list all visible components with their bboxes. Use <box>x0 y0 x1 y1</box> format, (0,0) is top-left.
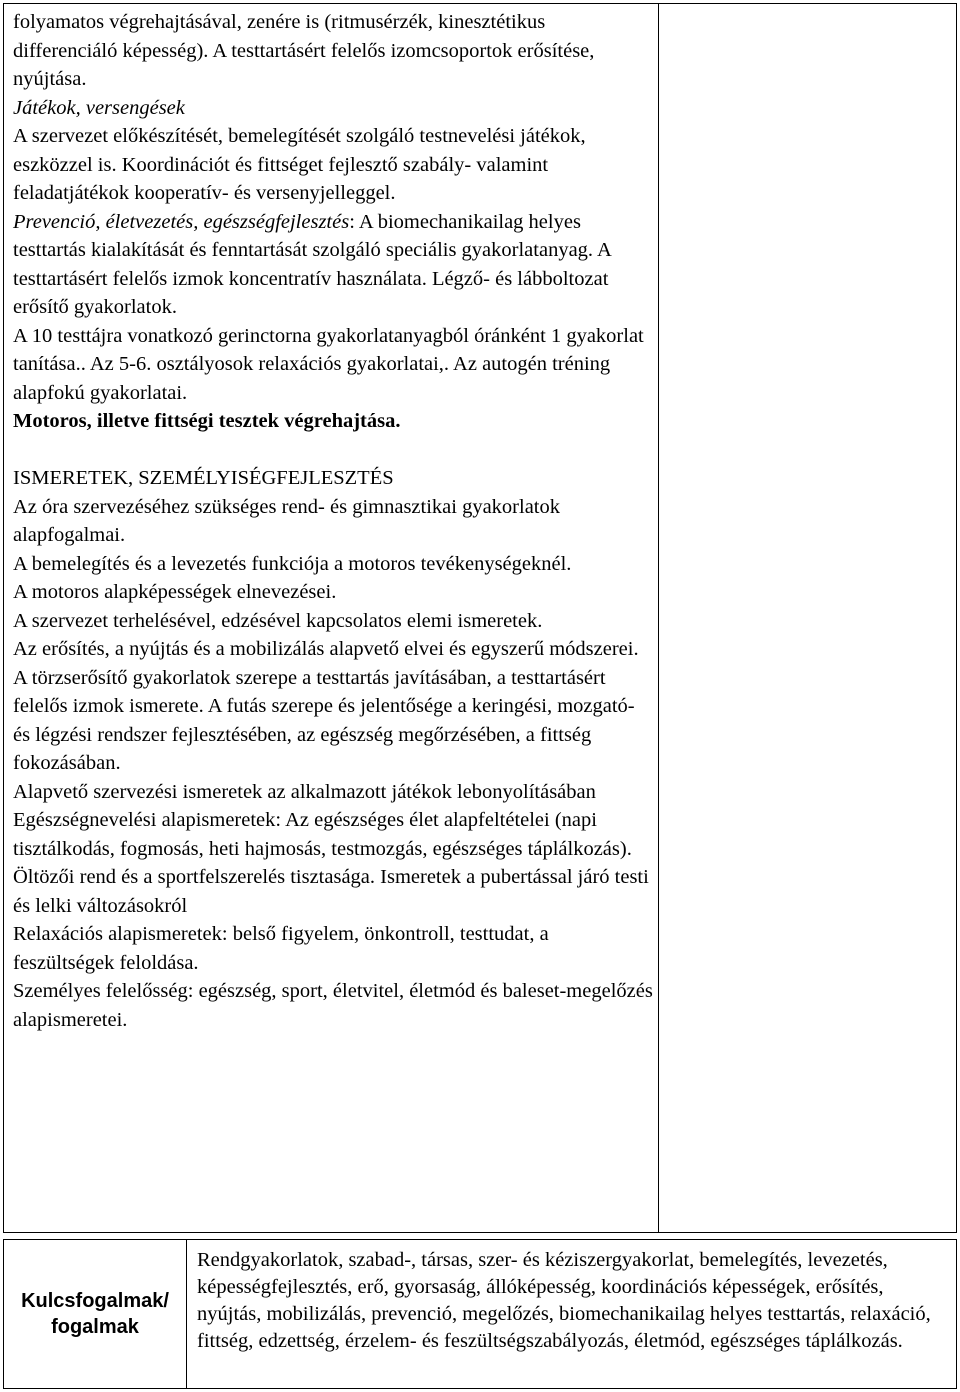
jatekok-text: A szervezet előkészítését, bemelegítését szolgáló testnevelési játékok, eszközzel is. Koordinációt és fittséget fejlesztő szabály- valamint feladatjátékok kooperatív- és versenyjelleggel. <box>13 125 586 204</box>
ismeret-item: A bemelegítés és a levezetés funkciója a motoros tevékenységeknél. <box>13 552 572 575</box>
motoros-tesztek: Motoros, illetve fittségi tesztek végrehajtása. <box>13 410 401 432</box>
ismeret-item: A törzserősítő gyakorlatok szerepe a testtartás javításában, a testtartásért felelős izmok ismerete. A futás szerepe és jelentősége a keringési, mozgató- és légzési rendszer fejlesztésében, az egészség megőrzésében, a fittség fokozásában. <box>13 666 635 774</box>
prevencio-text: : A biomechanikailag helyes testtartás kialakítását és fenntartását szolgáló speciális gyakorlatanyag. A testtartásért felelős izmok koncentratív használata. Légző- és lábboltozat erősítő gyakorlatok. <box>13 210 611 318</box>
ismeret-item: A szervezet terhelésével, edzésével kapcsolatos elemi ismeretek. <box>13 609 543 632</box>
intro-paragraph: folyamatos végrehajtásával, zenére is (ritmusérzék, kinesztétikus differenciáló képesség). A testtartásért felelős izomcsoportok erősítése, nyújtása. <box>13 11 595 90</box>
ismeret-item: Relaxációs alapismeretek: belső figyelem, önkontroll, testtudat, a feszültségek feloldása. <box>13 923 549 974</box>
jatekok-heading: Játékok, versengések <box>13 96 185 119</box>
gerinctorna-paragraph: A 10 testtájra vonatkozó gerinctorna gyakorlatanyagból óránként 1 gyakorlat tanítása.. Az 5-6. osztályosok relaxációs gyakorlatai,. Az autogén tréning alapfokú gyakorlatai. <box>13 324 644 404</box>
spacer <box>13 436 653 465</box>
kulcsfogalmak-label <box>4 1240 186 1388</box>
kulcsfogalmak-table <box>3 1239 957 1389</box>
ismeret-item: Alapvető szervezési ismeretek az alkalmazott játékok lebonyolításában <box>13 780 596 803</box>
ismeret-item: Az óra szervezéséhez szükséges rend- és gimnasztikai gyakorlatok alapfogalmai. <box>13 495 561 546</box>
ismeret-item: Egészségnevelési alapismeretek: Az egészséges élet alapfeltételei (napi tisztálkodás, fogmosás, heti hajmosás, testmozgás, egészséges táplálkozás). Öltözői rend és a sportfelszerelés tisztasága. Ismeretek a pubertással járó testi és lelki változásokról <box>13 809 649 917</box>
kulcsfogalmak-text: Rendgyakorlatok, szabad-, társas, szer- és kéziszergyakorlat, bemelegítés, levezetés, képességfejlesztés, erő, gyorsaság, állóképesség, koordinációs képességek, erősítés, nyújtás, mobilizálás, prevenció, megelőzés, biomechanikailag helyes testtartás, relaxáció, fittség, edzettség, érzelem- és feszültségszabályozás, életmód, egészséges táplálkozás. <box>197 1249 931 1352</box>
ismeretek-heading: ISMERETEK, SZEMÉLYISÉGFEJLESZTÉS <box>13 467 394 489</box>
prevencio-heading: Prevenció, életvezetés, egészségfejlesztés <box>13 210 350 233</box>
ismeret-item: Személyes felelősség: egészség, sport, életvitel, életmód és baleset-megelőzés alapismeretei. <box>13 980 653 1031</box>
column-divider <box>658 4 659 1232</box>
kulcsfogalmak-label-line1: Kulcsfogalmak/ <box>21 1290 169 1312</box>
content-cell <box>13 8 653 1034</box>
column-divider <box>186 1240 187 1388</box>
ismeret-item: A motoros alapképességek elnevezései. <box>13 581 337 603</box>
prevencio-paragraph <box>13 208 653 322</box>
content-table <box>3 3 957 1233</box>
kulcsfogalmak-label-line2: fogalmak <box>51 1316 139 1338</box>
ismeret-item: Az erősítés, a nyújtás és a mobilizálás alapvető elvei és egyszerű módszerei. <box>13 638 639 660</box>
